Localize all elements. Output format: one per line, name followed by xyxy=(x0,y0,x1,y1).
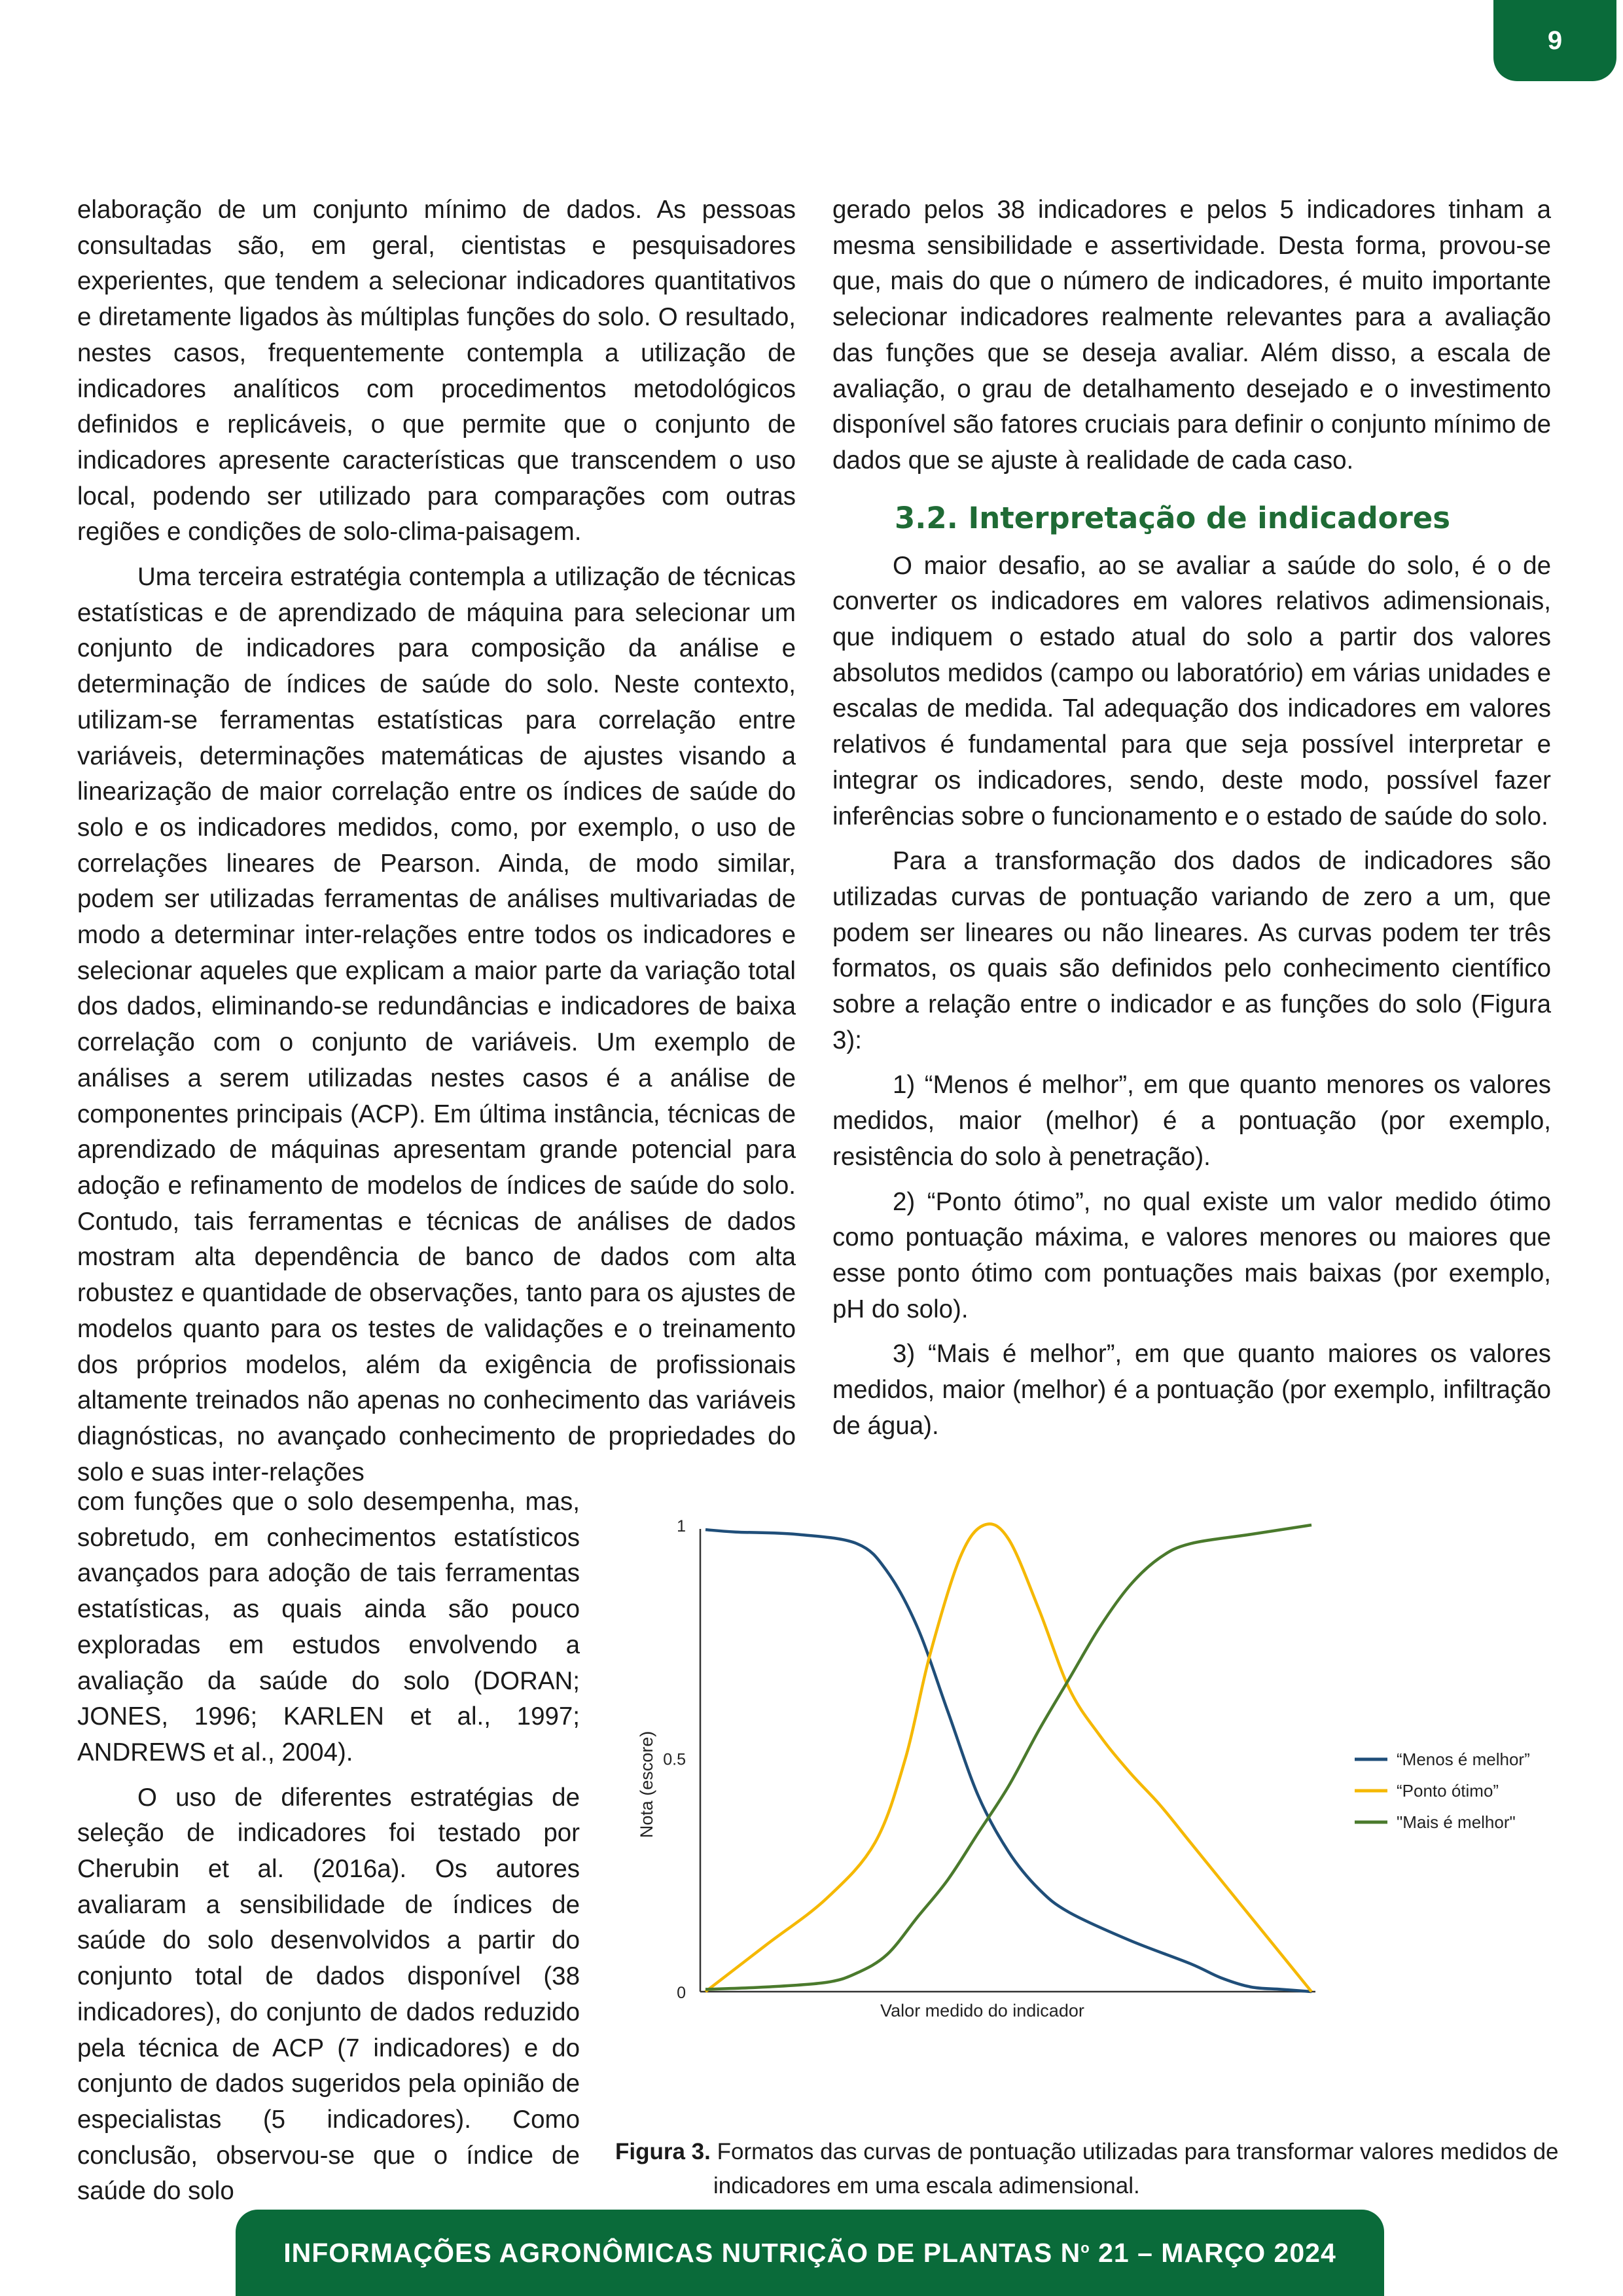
section-heading: 3.2. Interpretação de indicadores xyxy=(895,500,1451,535)
left-column-wrapped xyxy=(77,1484,580,2210)
series-line-3 xyxy=(705,1525,1311,1989)
paragraph: Para a transformação dos dados de indicadores são utilizadas curvas de pontuação variando de zero a um, que podem ser lineares ou não lineares. As curvas podem ter três formatos, os quais são definidos pelo conhecimento científico sobre a relação entre o indicador e as funções do solo (Figura 3): xyxy=(832,847,1551,1054)
footer-title xyxy=(283,2238,1336,2269)
page-number-badge xyxy=(1493,0,1616,81)
right-column xyxy=(832,192,1551,1444)
figure-caption xyxy=(615,2135,1623,2203)
footer-banner xyxy=(236,2210,1384,2296)
caption-text: Formatos das curvas de pontuação utilizadas para transformar valores medidos de indicadores em uma escala adimensional. xyxy=(710,2139,1559,2198)
y-tick-label: 0 xyxy=(677,1984,686,2002)
paragraph: O maior desafio, ao se avaliar a saúde do solo, é o de converter os indicadores em valores relativos adimensionais, que indiquem o estado atual do solo a partir dos valores absolutos medidos (campo ou laboratório) em várias unidades e escalas de medida. Tal adequação dos indicadores em valores relativos é fundamental para que seja possível interpretar e integrar os indicadores, sendo, deste modo, possível fazer inferências sobre o funcionamento e o estado de saúde do solo. xyxy=(832,551,1551,831)
list-item: 3) “Mais é melhor”, em que quanto maiores os valores medidos, maior (melhor) é a pontuação (por exemplo, infiltração de água). xyxy=(832,1340,1551,1440)
scoring-curves-chart xyxy=(623,1505,1552,2049)
series-line-2 xyxy=(705,1524,1311,1992)
legend-label-1: “Menos é melhor” xyxy=(1397,1749,1530,1769)
legend-label-2: “Ponto ótimo” xyxy=(1397,1781,1499,1801)
paragraph: gerado pelos 38 indicadores e pelos 5 indicadores tinham a mesma sensibilidade e assertividade. Desta forma, provou-se que, mais do que o número de indicadores, é muito importante selecionar indicadores realmente relevantes para a avaliação das funções que se deseja avaliar. Além disso, a escala de avaliação, o grau de detalhamento desejado e o investimento disponível são fatores cruciais para definir o conjunto mínimo de dados que se ajuste à realidade de cada caso. xyxy=(832,196,1551,475)
paragraph: O uso de diferentes estratégias de seleção de indicadores foi testado por Cherubin et al. (2016a). Os autores avaliaram a sensibilidade de índices de saúde do solo desenvolvidos a partir do conjunto total de dados disponível (38 indicadores), do conjunto de dados reduzido pela técnica de ACP (7 indicadores) e do conjunto de dados sugeridos pela opinião de especialistas (5 indicadores). Como conclusão, observou-se que o índice de saúde do solo xyxy=(77,1783,580,2206)
list-item: 2) “Ponto ótimo”, no qual existe um valor medido ótimo como pontuação máxima, e valores menores ou maiores que esse ponto ótimo com pontuações mais baixas (por exemplo, pH do solo). xyxy=(832,1187,1551,1323)
y-tick-label: 0.5 xyxy=(663,1750,686,1769)
paragraph: elaboração de um conjunto mínimo de dados. As pessoas consultadas são, em geral, cientistas e pesquisadores experientes, que tendem a selecionar indicadores quantitativos e diretamente ligados às múltiplas funções do solo. O resultado, nestes casos, frequentemente contempla a utilização de indicadores analíticos com procedimentos metodológicos definidos e replicáveis, o que permite que o conjunto de indicadores apresente características que transcendem o uso local, podendo ser utilizado para comparações com outras regiões e condições de solo-clima-paisagem. xyxy=(77,196,796,547)
paragraph-continuation: com funções que o solo desempenha, mas, sobretudo, em conhecimentos estatísticos avançados para adoção de tais ferramentas estatísticas, as quais ainda são pouco exploradas em estudos envolvendo a avaliação da saúde do solo (DORAN; JONES, 1996; KARLEN et al., 1997; ANDREWS et al., 2004). xyxy=(77,1488,580,1767)
list-item: 1) “Menos é melhor”, em que quanto menores os valores medidos, maior (melhor) é a pontuação (por exemplo, resistência do solo à penetração). xyxy=(832,1071,1551,1171)
x-axis-label: Valor medido do indicador xyxy=(880,2001,1084,2020)
paragraph: Uma terceira estratégia contempla a utilização de técnicas estatísticas e de aprendizado de máquina para selecionar um conjunto de indicadores para composição da análise e determinação de índices de saúde do solo. Neste contexto, utilizam-se ferramentas estatísticas para correlação entre variáveis, determinações matemáticas de ajustes visando a linearização de maior correlação entre os índices de saúde do solo e os indicadores medidos, como, por exemplo, o uso de correlações lineares de Pearson. Ainda, de modo similar, podem ser utilizadas ferramentas de análises multivariadas de modo a determinar inter-relações entre todos os indicadores e selecionar aqueles que explicam a maior parte da variação total dos dados, eliminando-se redundâncias e indicadores de baixa correlação com o conjunto de variáveis. Um exemplo de análises a serem utilizadas nestes casos é a análise de componentes principais (ACP). Em última instância, técnicas de aprendizado de máquinas apresentam grande potencial para adoção e refinamento de modelos de índices de saúde do solo. Contudo, tais ferramentas e técnicas de análises de dados mostram alta dependência de banco de dados com alta robustez e quantidade de observações, tanto para os ajustes de modelos quanto para os testes de validações e o treinamento dos próprios modelos, além da exigência de profissionais altamente treinados não apenas no conhecimento das variáveis diagnósticas, no avançado conhecimento de propriedades do solo e suas inter-relações xyxy=(77,563,796,1486)
page-number: 9 xyxy=(1547,26,1563,55)
legend-label-3: "Mais é melhor" xyxy=(1397,1812,1516,1832)
left-column xyxy=(77,192,796,1490)
footer-superscript: o xyxy=(1080,2239,1090,2256)
footer-text-b: 21 – MARÇO 2024 xyxy=(1090,2237,1336,2268)
footer-text-a: INFORMAÇÕES AGRONÔMICAS NUTRIÇÃO DE PLANTAS N xyxy=(283,2237,1081,2268)
y-tick-label: 1 xyxy=(677,1517,686,1535)
caption-label: Figura 3. xyxy=(615,2139,711,2164)
y-axis-label: Nota (escore) xyxy=(637,1731,656,1839)
